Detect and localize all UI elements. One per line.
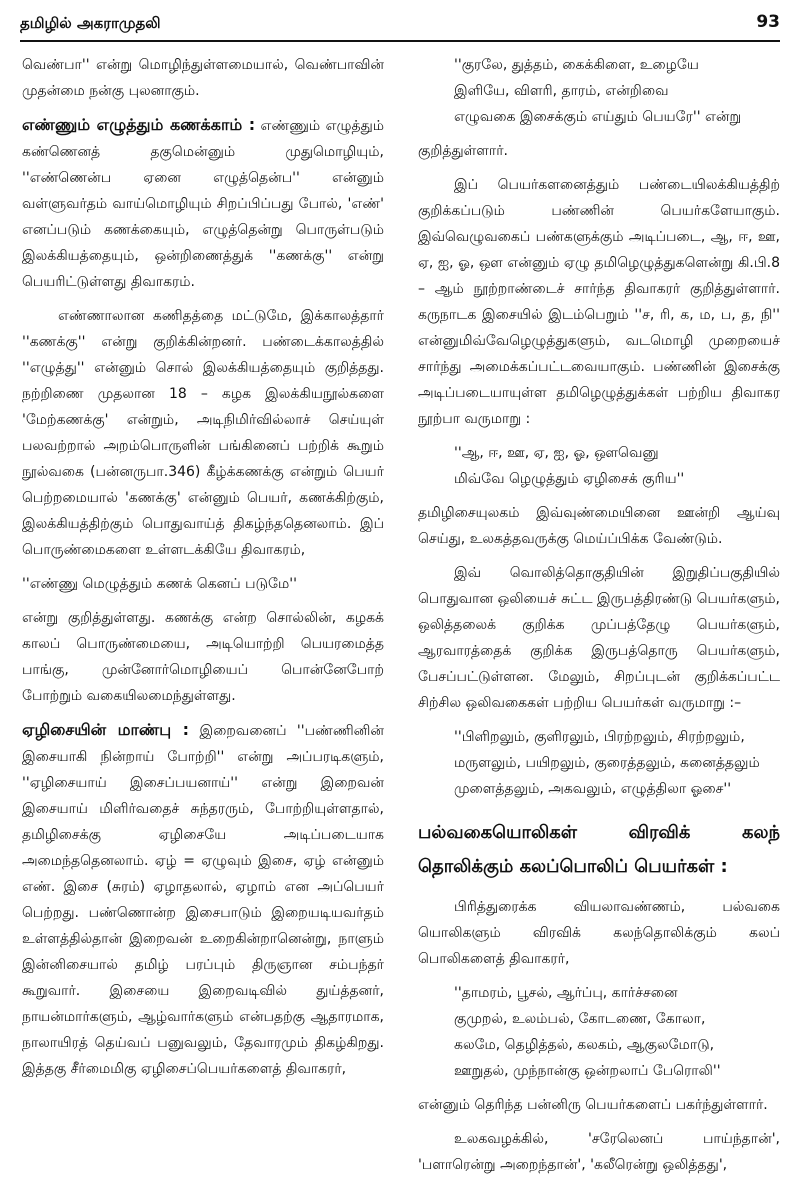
verse-line: ''தாமரம், பூசல், ஆர்ப்பு, கார்ச்சனை (454, 985, 678, 1001)
verse-block (454, 440, 780, 492)
paragraph: தமிழிசையுலகம் இவ்வுண்மையினை ஊன்றி ஆய்வு செய்து, உலகத்தவருக்கு மெய்ப்பிக்க வேண்டும். (418, 505, 780, 547)
section-body: இறைவனைப் ''பண்ணினின் இசையாகி நின்றாய் போற்றி'' என்று அப்பரடிகளும், ''ஏழிசையாய் இசைப்பயனாய்'' என்று இறைவன் இசையாய் மிளிர்வதைச் சுந்தரரும், போற்றியுள்ளதால், தமிழிசைக்கு ஏழிசையே அடிப்படையாக அமைந்ததெனலாம். ஏழ் = ஏழுவும் இசை, ஏழ் என்னும் எண். இசை (சுரம்) ஏழாதலால், ஏழாம் என அப்பெயர் பெற்றது. பண்ணொன்ற இசைபாடும் இறையடியவர்தம் உள்ளத்தில்தான் இறைவன் உறைகின்றானென்று, நாளும் இன்னிசையால் தமிழ் பரப்பும் திருஞான சம்பந்தர் கூறுவார். இசையை இறைவடிவில் துய்த்தனர், நாயன்மார்களும், ஆழ்வார்களும் என்பதற்கு ஆதாரமாக, நாலாயிரத் தெய்வப் பனுவலும், தேவாரமும் திகழ்கிறது. இத்தகு சீர்மைமிகு ஏழிசைப்பெயர்களைத் திவாகரர், (22, 723, 384, 1077)
right-column (418, 52, 780, 1186)
verse-line: குமுறல், உலம்பல், கோடணை, கோலா, (454, 1011, 706, 1027)
paragraph: இப் பெயர்களனைத்தும் பண்டையிலக்கியத்திற் குறிக்கப்படும் பண்ணின் பெயர்களேயாகும். இவ்வெழுவகைப் பண்களுக்கும் அடிப்படை, ஆ, ஈ, ஊ, ஏ, ஐ, ஓ, ஔ என்னும் ஏழு தமிழெழுத்துகளென்று கி.பி.8 – ஆம் நூற்றாண்டைச் சார்ந்த திவாகரர் குறித்துள்ளார். கருநாடக இசையில் இடம்பெறும் ''ச, ரி, க, ம, ப, த, நி'' என்னுமிவ்வேழெழுத்துகளும், வடமொழி முறையைச் சார்ந்து அமைக்கப்பட்டவையாகும். பண்ணின் இசைக்கு அடிப்படையாயுள்ள தமிழெழுத்துக்கள் பற்றிய திவாகர நூற்பா வருமாறு : (418, 177, 780, 427)
section-paragraph (22, 112, 384, 295)
verse-line: ''ஆ, ஈ, ஊ, ஏ, ஐ, ஓ, ஔவெனு (454, 445, 659, 461)
verse-line: ''பிளிறலும், குளிரலும், பிரற்றலும், சிரற்றலும், (454, 729, 745, 745)
verse-line: ''குரலே, துத்தம், கைக்கிளை, உழையே (454, 57, 699, 73)
paragraph: உலகவழக்கில், 'சரேலெனப் பாய்ந்தான்', 'பளாரென்று அறைந்தான்', 'கலீரென்று ஒலித்தது', (418, 1131, 780, 1173)
paragraph: குறித்துள்ளார். (418, 143, 509, 159)
paragraph: எண்ணாலான கணிதத்தை மட்டுமே, இக்காலத்தார் ''கணக்கு'' என்று குறிக்கின்றனர். பண்டைக்காலத்தில் ''எழுத்து'' என்னும் சொல் இலக்கியத்தையும் குறித்தது. நற்றிணை முதலான 18 – கழக இலக்கியநூல்களை 'மேற்கணக்கு' என்றும், அடிநிமிர்வில்லாச் செய்யுள் பலவற்றால் அறம்பொருளின் பங்கினைப் பற்றிக் கூறும் நூல்வகை (பன்னருபா.346) கீழ்க்கணக்கு என்றும் பெயர் பெற்றமையால் 'கணக்கு' என்னும் பெயர், கணக்கிற்கும், இலக்கியத்திற்கும் பொதுவாய்த் திகழ்ந்ததெனலாம். இப் பொருண்மைகளை உள்ளடக்கியே திவாகரம், (22, 308, 384, 558)
paragraph: என்று குறித்துள்ளது. கணக்கு என்ற சொல்லின், கழகக் காலப் பொருண்மையை, அடியொற்றி பெயரமைத்த பாங்கு, முன்னோர்மொழியைப் பொன்னேபோற் போற்றும் வகையிலமைந்துள்ளது. (22, 610, 384, 704)
verse-line: மிவ்வே ழெழுத்தும் ஏழிசைக் குரிய'' (454, 471, 685, 487)
verse-block (454, 52, 780, 130)
verse-line: இளியே, விளரி, தாரம், என்றிவை (454, 83, 669, 99)
section-body: எண்ணும் எழுத்தும் கண்ணெனத் தகுமென்னும் முதுமொழியும், ''எண்ணென்ப ஏனை எழுத்தென்ப'' என்னும் வள்ளுவர்தம் வாய்மொழியும் சிறப்பிப்பது போல், 'எண்' எனப்படும் கணக்கையும், எழுத்தென்று பொருள்படும் இலக்கியத்தையும், ஒன்றிணைத்துக் ''கணக்கு'' என்று பெயரிட்டுள்ளது திவாகரம். (22, 118, 384, 290)
paragraph: இவ் வொலித்தொகுதியின் இறுதிப்பகுதியில் பொதுவான ஒலியைச் சுட்ட இருபத்திரண்டு பெயர்களும், ஒலித்தலைக் குறிக்க முப்பத்தேழு பெயர்களும், ஆரவாரத்தைக் குறிக்க இருபத்தொரு பெயர்களும், பேசப்பட்டுள்ளன. மேலும், சிறப்புடன் குறிக்கப்பட்ட சிற்சில ஒலிவகைகள் பற்றிய பெயர்கள் வருமாறு :– (418, 565, 780, 711)
section-heading-mixed-sounds: பல்வகையொலிகள் விரவிக் கலந் தொலிக்கும் கலப்பொலிப் பெயர்கள் : (418, 822, 780, 877)
verse-line: எழுவகை இசைக்கும் எய்தும் பெயரே'' என்று (454, 109, 742, 125)
verse-line: ஊறுதல், முந்நான்கு ஒன்றலாப் பேரொலி'' (454, 1063, 721, 1079)
verse-block (454, 724, 780, 802)
section-heading-seven-notes: ஏழிசையின் மாண்பு : (22, 720, 190, 739)
verse-line: முளைத்தலும், அகவலும், எழுத்திலா ஓசை'' (454, 781, 732, 797)
running-title: தமிழில் அகராமுதலி (20, 14, 161, 32)
paragraph: வெண்பா'' என்று மொழிந்துள்ளமையால், வெண்பாவின் முதன்மை நன்கு புலனாகும். (22, 57, 384, 99)
section-paragraph (22, 717, 384, 1082)
verse-line: மருளலும், பயிறலும், குரைத்தலும், கனைத்தலும் (454, 755, 760, 771)
page-header (20, 8, 780, 38)
quote: ''எண்ணு மெழுத்தும் கணக் கெனப் படுமே'' (22, 576, 297, 592)
verse-block (454, 980, 780, 1084)
page-number: 93 (756, 12, 780, 32)
section-heading-numbers-letters: எண்ணும் எழுத்தும் கணக்காம் : (22, 115, 256, 134)
left-column (22, 52, 384, 1090)
paragraph: என்னும் தெரிந்த பன்னிரு பெயர்களைப் பகர்ந்துள்ளார். (418, 1097, 768, 1113)
header-rule (20, 40, 780, 42)
verse-line: கலமே, தெழித்தல், கலகம், ஆகுலமோடு, (454, 1037, 715, 1053)
paragraph: பிரித்துரைக்க வியலாவண்ணம், பல்வகை யொலிகளும் விரவிக் கலந்தொலிக்கும் கலப் பொலிகளைத் திவாகரர், (418, 899, 780, 967)
